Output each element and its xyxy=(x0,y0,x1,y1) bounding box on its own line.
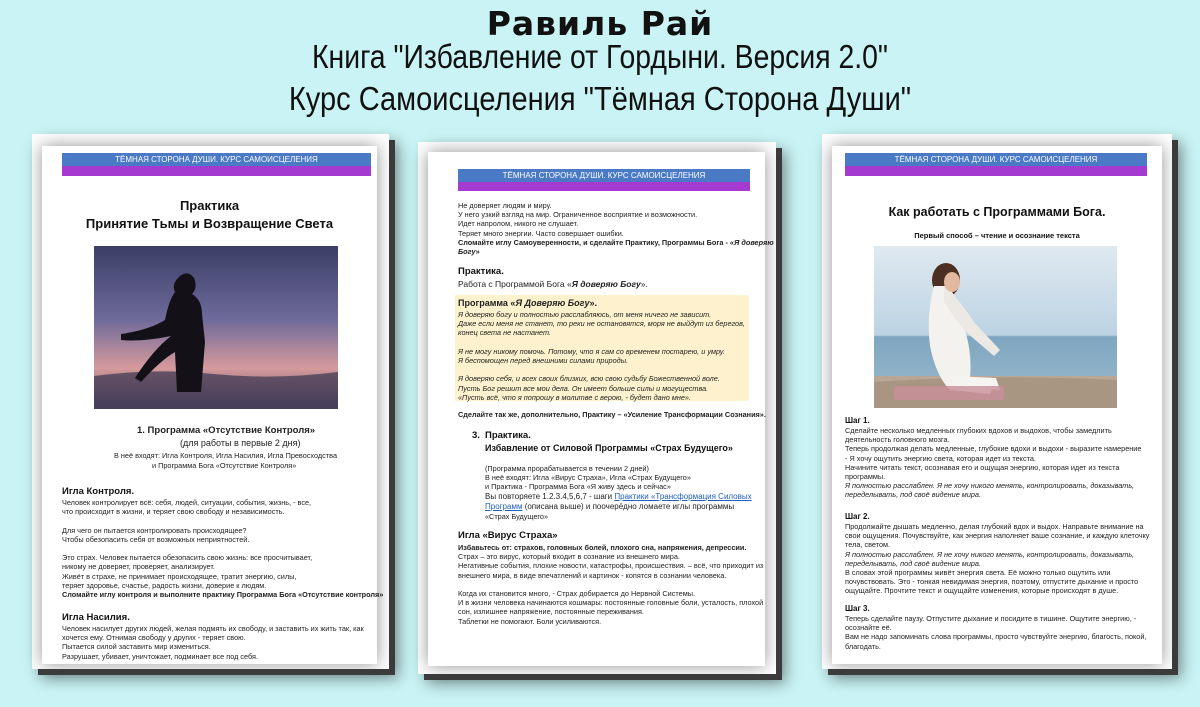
text-line: В неё входят: Игла «Вирус Страха», Игла «Страх Будущего» xyxy=(485,473,691,483)
needle-control-text xyxy=(62,498,383,599)
text-line: (Программа прорабатывается в течении 2 дней) xyxy=(485,464,649,473)
page-banner: ТЁМНАЯ СТОРОНА ДУШИ. КУРС САМОИСЦЕЛЕНИЯ xyxy=(845,153,1147,166)
text-line xyxy=(458,365,745,374)
how-to-title: Как работать с Программами Бога. xyxy=(888,205,1106,219)
text-span: Вы повторяете 1.2.3.4,5,6,7 - шаги xyxy=(485,491,615,501)
how-to-subtitle: Первый способ – чтение и осознание текста xyxy=(914,231,1080,240)
step-3-heading: Шаг 3. xyxy=(845,604,870,613)
text-line: никому не доверяет, проверяет, анализирует. xyxy=(62,562,215,572)
text-line: Страх – это вирус, который входит в сознание из внешнего мира. xyxy=(458,552,680,562)
text-span: Сломайте иглу Самоуверенности, и сделайте Практику, Программы Бога - « xyxy=(458,237,734,247)
text-line: свои ощущения. Почувствуйте, как энергия наполняет ваше сознание, и каждую клеточку xyxy=(845,531,1150,541)
practice-3-text xyxy=(485,464,752,521)
meditation-photo xyxy=(874,246,1117,408)
practice-heading: Практика. xyxy=(458,266,504,277)
page-card-1 xyxy=(32,134,389,669)
text-line-bold: Избавьтесь от: страхов, головных болей, плохого сна, напряжения, депрессии. xyxy=(458,543,747,552)
text-span: ». xyxy=(589,298,597,308)
practice-title: Принятие Тьмы и Возвращение Света xyxy=(85,216,334,231)
text-line-bold xyxy=(458,238,774,247)
text-line: Сделайте несколько медленных глубоких вдохов и выдохов, чтобы замедлить xyxy=(845,426,1112,435)
text-line: И в жизни человека начинаются кошмары: постоянные головные боли, усталость, плохой xyxy=(458,598,764,608)
text-span: Работа с Программой Бога « xyxy=(458,279,572,289)
text-line: Чтобы обезопасить себя от возможных неприятностей. xyxy=(62,534,250,544)
text-line: «Страх Будущего» xyxy=(485,511,548,521)
text-line: Разрушает, убивает, уничтожает, подминает все под себя. xyxy=(62,651,259,661)
text-line: Даже если меня не станет, то реки не остановятся, моря не выйдут из берегов, xyxy=(458,319,745,329)
text-line: Для чего он пытается контролировать происходящее? xyxy=(62,525,247,535)
text-line: Когда их становится много, - Страх добирается до Нервной Системы. xyxy=(458,589,695,598)
text-line: конец света не настанет. xyxy=(458,328,552,338)
page-card-2 xyxy=(418,142,776,674)
banner-accent xyxy=(62,166,371,176)
text-line: Живёт в страхе, не принимает происходящее, тратит энергию, силы, xyxy=(62,571,297,581)
page-sheet-3 xyxy=(832,146,1162,664)
program-link[interactable]: Программ xyxy=(485,501,523,511)
text-span: (описана выше) и поочерёдно ломаете иглы программы xyxy=(522,501,735,511)
text-span: Я доверяю Богу xyxy=(571,279,641,289)
text-line: хочется ему. Отнимая свободу у других - теряет свою. xyxy=(62,633,246,643)
text-line xyxy=(458,580,763,589)
text-line: деятельность головного мозга. xyxy=(845,435,950,445)
banner-accent xyxy=(458,182,750,191)
text-span: Я Доверяю Богу xyxy=(515,298,590,308)
text-line: переделывать, под своё видение мира. xyxy=(845,490,982,500)
intro-text xyxy=(458,201,774,256)
step-3-text xyxy=(845,614,1146,651)
text-line: сон, излишнее напряжение, постоянные переживания. xyxy=(458,607,644,617)
page-sheet-2 xyxy=(428,152,774,666)
additional-practice-note: Сделайте так же, дополнительно, Практику – «Усиление Трансформации Сознания». xyxy=(458,410,766,419)
text-line: В словах этой программы живёт энергия света. Её можно только ощутить или xyxy=(845,568,1111,578)
text-line: переделывать, под своё видение мира. xyxy=(845,558,982,568)
needle-violence-heading: Игла Насилия. xyxy=(62,612,130,623)
text-line: Теряет много энергии. Часто совершает ошибки. xyxy=(458,228,624,238)
text-line: осознайте её. xyxy=(845,623,892,633)
text-span: Богу xyxy=(458,247,476,257)
program-title: 1. Программа «Отсутствие Контроля» xyxy=(137,425,316,436)
text-span: » xyxy=(475,247,480,257)
text-line: Я доверяю себя, и всех своих близких, всю свою судьбу Божественной воле. xyxy=(458,374,720,384)
text-line: Я беспомощен перед внешними силами природы. xyxy=(458,356,629,365)
text-line: Пытается силой заставить мир измениться. xyxy=(62,642,211,652)
text-line: что происходит в жизни, и теряет свою свободу и независимость. xyxy=(62,507,285,517)
virus-text xyxy=(458,543,763,626)
text-line xyxy=(458,338,745,347)
text-line: Человек насилует других людей, желая подмять их свободу, и заставить их жить так, как xyxy=(62,624,364,633)
text-line: программы. xyxy=(845,472,886,482)
text-line xyxy=(62,516,383,525)
page-sheet-1 xyxy=(42,146,384,664)
text-line: Я доверяю богу и полностью расслабляюсь, от меня ничего не зависит. xyxy=(458,310,712,319)
text-line xyxy=(485,492,752,502)
text-line: Это страх. Человек пытается обезопасить свою жизнь: все просчитывает, xyxy=(62,553,313,563)
book-title: Книга "Избавление от Гордыни. Версия 2.0" xyxy=(312,38,888,75)
text-line: - Я хочу ощутить энергию света, которая идет из текста. xyxy=(845,453,1036,463)
needle-control-heading: Игла Контроля. xyxy=(62,486,135,497)
text-line xyxy=(62,544,383,553)
text-line: внешнего мира, в виде впечатлений и картинок - копятся в сознании человека. xyxy=(458,570,727,580)
step-1-text xyxy=(845,426,1141,500)
text-line: Продолжайте дышать медленно, делая глубокий вдох и выдох. Направьте внимание на xyxy=(845,522,1144,531)
text-line: Я не могу никому помочь. Потому, что я сам со временем постарею, и умру. xyxy=(458,346,725,356)
virus-heading: Игла «Вирус Страха» xyxy=(458,530,558,541)
practice-3-subtitle: Избавление от Силовой Программы «Страх Будущего» xyxy=(485,443,733,453)
text-line: Идет напролом, никого не слушает. xyxy=(458,219,579,229)
god-program-text xyxy=(458,310,745,402)
text-line: Я полностью расслаблен. Я не хочу никого менять, контролировать, доказывать, xyxy=(845,481,1135,491)
program-subtitle: (для работы в первые 2 дня) xyxy=(180,438,301,448)
text-line xyxy=(485,502,752,512)
practice-3-number: 3. xyxy=(472,430,480,441)
step-2-text xyxy=(845,522,1149,596)
page-banner: ТЁМНАЯ СТОРОНА ДУШИ. КУРС САМОИСЦЕЛЕНИЯ xyxy=(62,153,371,166)
text-line: «Пусть всё, что я попрошу в молитве с верою, - будет дано мне». xyxy=(458,392,691,402)
practice-heading: Практика xyxy=(179,198,240,213)
text-line: теряет здоровье, счастье, радость жизни, доверие к людям. xyxy=(62,580,267,590)
page-card-3 xyxy=(822,134,1172,669)
text-line-bold xyxy=(458,247,774,256)
text-line-bold: Сломайте иглу контроля и выполните практику Программа Бога «Отсутствие контроля» xyxy=(62,590,384,599)
text-line: Негативные события, плохие новости, катастрофы, происшествия. – всё, что приходит из xyxy=(458,561,764,571)
text-line: Вам не надо запоминать слова программы, просто чувствуйте энергию, благость, покой, xyxy=(845,632,1147,642)
practice-3-heading: Практика. xyxy=(485,430,531,441)
author-name: Равиль Рай xyxy=(486,4,714,43)
banner-accent xyxy=(845,166,1147,176)
text-span: ». xyxy=(640,279,648,289)
text-line: тела, светом. xyxy=(845,540,891,550)
silhouette-photo xyxy=(94,246,338,409)
program-includes-2: и Программа Бога «Отсутствие Контроля» xyxy=(152,461,297,470)
step-1-heading: Шаг 1. xyxy=(845,416,870,425)
text-line: Теперь продолжая делать медленные, глубокие вдохи и выдохи - выразите намерение xyxy=(845,444,1142,454)
text-line: и Практика - Программа Бога «Я живу здесь и сейчас» xyxy=(485,482,671,492)
text-line: ощущайте. Прочтите текст и ощущайте изменения, которые происходят в душе. xyxy=(845,586,1119,596)
text-line: Таблетки не помогают. Боли усиливаются. xyxy=(458,616,602,626)
practice-subtitle xyxy=(458,279,648,289)
text-line: Пусть Бог решит все мои дела. Он имеет больше силы и могущества. xyxy=(458,383,709,393)
text-span: Я доверяю xyxy=(734,237,774,247)
text-line: У него узкий взгляд на мир. Ограниченное восприятие и возможности. xyxy=(458,210,698,220)
text-line: Начините читать текст, осознавая его и ощущая энергию, которая идет из текста xyxy=(845,462,1120,472)
needle-violence-text xyxy=(62,624,364,661)
god-program-heading xyxy=(458,298,597,309)
text-line: Теперь сделайте паузу. Отпустите дыхание и посидите в тишине. Ощутите энергию, - xyxy=(845,614,1137,623)
program-includes-1: В неё входят: Игла Контроля, Игла Насилия, Игла Превосходства xyxy=(114,451,337,460)
text-line: почувствовать. Это - тонкая невидимая энергия, поэтому, отпустите дыхание и просто xyxy=(845,577,1139,587)
text-span: Программа « xyxy=(458,298,516,308)
page-banner: ТЁМНАЯ СТОРОНА ДУШИ. КУРС САМОИСЦЕЛЕНИЯ xyxy=(458,169,750,182)
practice-link[interactable]: Практики «Трансформация Силовых xyxy=(614,491,752,501)
text-line: благодать. xyxy=(845,641,881,651)
text-line: Я полностью расслаблен. Я не хочу никого менять, контролировать, доказывать, xyxy=(845,549,1135,559)
course-title: Курс Самоисцеления "Тёмная Сторона Души" xyxy=(288,80,912,117)
text-line: Не доверяет людям и миру. xyxy=(458,201,552,210)
text-line: Человек контролирует всё: себя, людей, ситуации, события, жизнь, - все, xyxy=(62,498,312,507)
step-2-heading: Шаг 2. xyxy=(845,512,870,521)
